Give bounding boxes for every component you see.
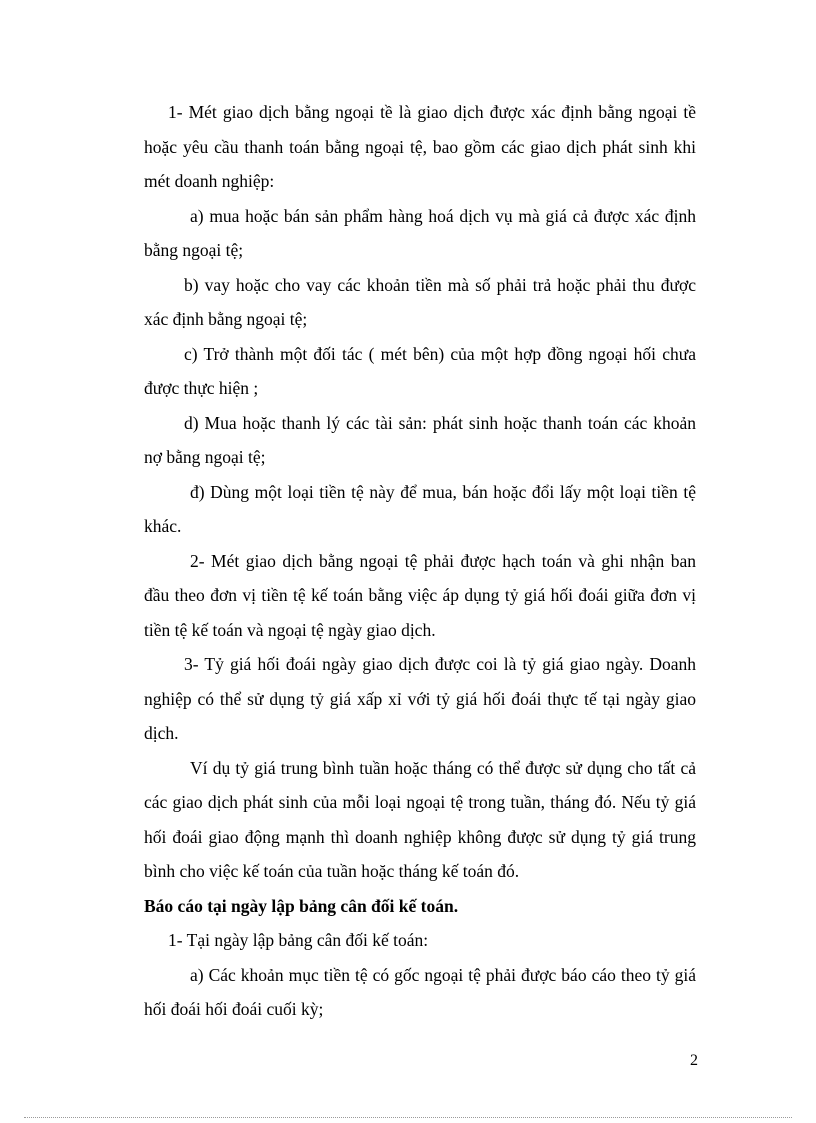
document-body	[144, 95, 696, 1027]
list-item-c-counterparty: c) Trở thành một đối tác ( mét bên) của một hợp đồng ngoại hối chưa được thực hiện ;	[144, 343, 696, 398]
page-edge-divider	[24, 1117, 792, 1118]
paragraph-foreign-currency-definition: 1- Mét giao dịch bằng ngoại tề là giao dịch được xác định bằng ngoại tề hoặc yêu cầu thanh toán bằng ngoại tệ, bao gồm các giao dịch phát sinh khi mét doanh nghiệp:	[144, 102, 696, 191]
paragraph-average-rate-example: Ví dụ tỷ giá trung bình tuần hoặc tháng có thể được sử dụng cho tất cả các giao dịch phát sinh của mỗi loại ngoại tệ trong tuần, tháng đó. Nếu tỷ giá hối đoái giao động mạnh thì doanh nghiệp không được sử dụng tỷ giá trung bình cho việc kế toán của tuần hoặc tháng kế toán đó.	[144, 757, 696, 881]
list-item-d-assets: d) Mua hoặc thanh lý các tài sản: phát sinh hoặc thanh toán các khoản nợ bằng ngoại tệ;	[144, 412, 696, 467]
page-number: 2	[690, 1052, 698, 1069]
list-item-a-monetary-items: a) Các khoản mục tiền tệ có gốc ngoại tệ phải được báo cáo theo tỷ giá hối đoái hối đoái cuối kỳ;	[144, 964, 696, 1019]
list-item-b-borrow-lend: b) vay hoặc cho vay các khoản tiền mà số phải trả hoặc phải thu được xác định bằng ngoại tệ;	[144, 274, 696, 329]
paragraph-balance-sheet-date: 1- Tại ngày lập bảng cân đối kế toán:	[168, 930, 429, 950]
paragraph-initial-recognition: 2- Mét giao dịch bằng ngoại tệ phải được hạch toán và ghi nhận ban đầu theo đơn vị tiền tệ kế toán bằng việc áp dụng tỷ giá hối đoái giữa đơn vị tiền tệ kế toán và ngoại tệ ngày giao dịch.	[144, 550, 696, 640]
section-heading: Báo cáo tại ngày lập bảng cân đối kế toán.	[144, 895, 459, 916]
list-item-a-buy-sell: a) mua hoặc bán sản phẩm hàng hoá dịch vụ mà giá cả được xác định bằng ngoại tệ;	[144, 205, 696, 260]
paragraph-spot-rate: 3- Tỷ giá hối đoái ngày giao dịch được coi là tỷ giá giao ngày. Doanh nghiệp có thể sử dụng tỷ giá xấp xỉ với tỷ giá hối đoái thực tế tại ngày giao dịch.	[144, 654, 696, 743]
list-item-dd-exchange: đ) Dùng một loại tiền tệ này để mua, bán hoặc đổi lấy một loại tiền tệ khác.	[144, 481, 696, 536]
